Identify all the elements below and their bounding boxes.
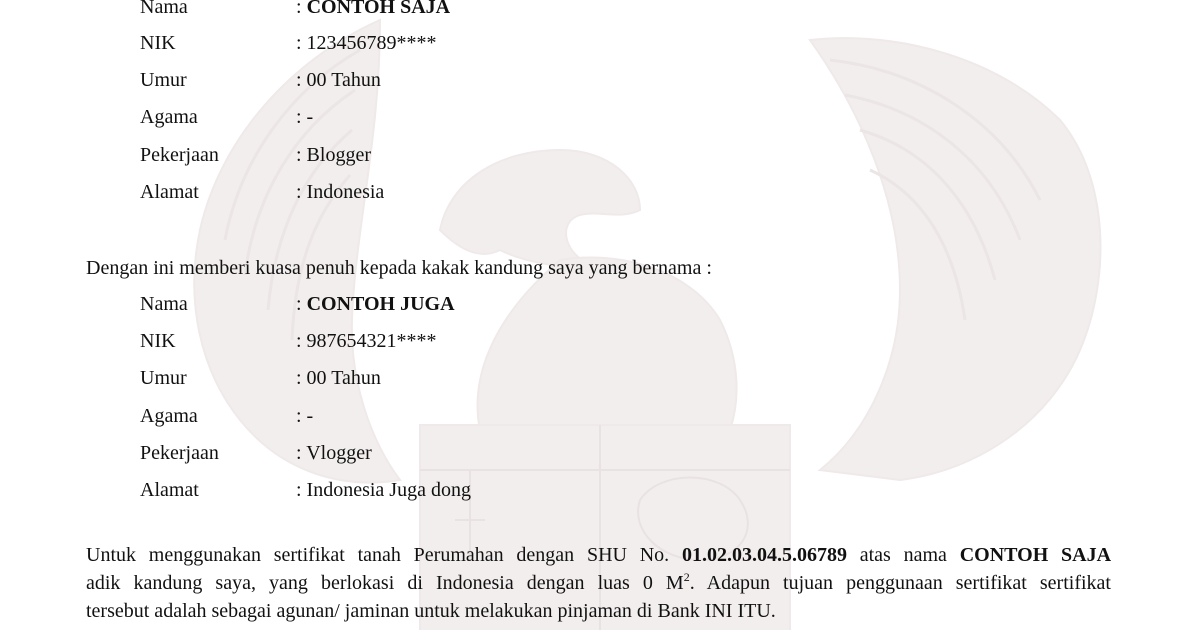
field-label: Nama [140,293,188,315]
field-value: : Indonesia [296,181,385,203]
paragraph-line: adik kandung saya, yang berlokasi di Indonesia dengan luas 0 $M^2$. Adapun tujuan penggunaan sertifikat sertifikat [86,570,1111,594]
field-value: : Vlogger [296,442,372,464]
field-value: : - [296,405,314,427]
field-value: : Indonesia Juga dong [296,479,471,501]
grantor-name: CONTOH SAJA [306,0,451,18]
owner-name: CONTOH SAJA [959,544,1112,566]
field-label: Umur [140,69,187,91]
field-label: Nama [140,0,188,18]
field-value: : Blogger [296,144,371,166]
field-label: Agama [140,106,198,128]
field-label: Alamat [140,181,199,203]
paragraph-line: Untuk menggunakan sertifikat tanah Perumahan dengan SHU No. 01.02.03.04.5.06789 atas nama CONTOH SAJA [86,544,1112,566]
grantee-name: CONTOH JUGA [306,293,455,315]
authorization-intro: Dengan ini memberi kuasa penuh kepada kakak kandung saya yang bernama : [86,257,712,279]
field-value: : 00 Tahun [296,367,381,389]
field-value: : - [296,106,314,128]
field-label: NIK [140,32,176,54]
field-label: NIK [140,330,176,352]
field-label: Pekerjaan [140,144,219,166]
paragraph-line: tersebut adalah sebagai agunan/ jaminan untuk melakukan pinjaman di Bank INI ITU. [86,600,776,622]
field-value: : CONTOH SAJA [296,0,450,20]
field-label: Pekerjaan [140,442,219,464]
field-value: : 00 Tahun [296,69,381,91]
field-label: Umur [140,367,187,389]
purpose-paragraph [86,541,1111,625]
shu-number: 01.02.03.04.5.06789 [681,544,847,566]
area-unit-superscript: 2 [683,570,690,584]
field-value: : 987654321**** [296,330,437,352]
field-value: : CONTOH JUGA [296,293,455,315]
field-label: Alamat [140,479,199,501]
field-label: Agama [140,405,198,427]
field-value: : 123456789**** [296,32,437,54]
